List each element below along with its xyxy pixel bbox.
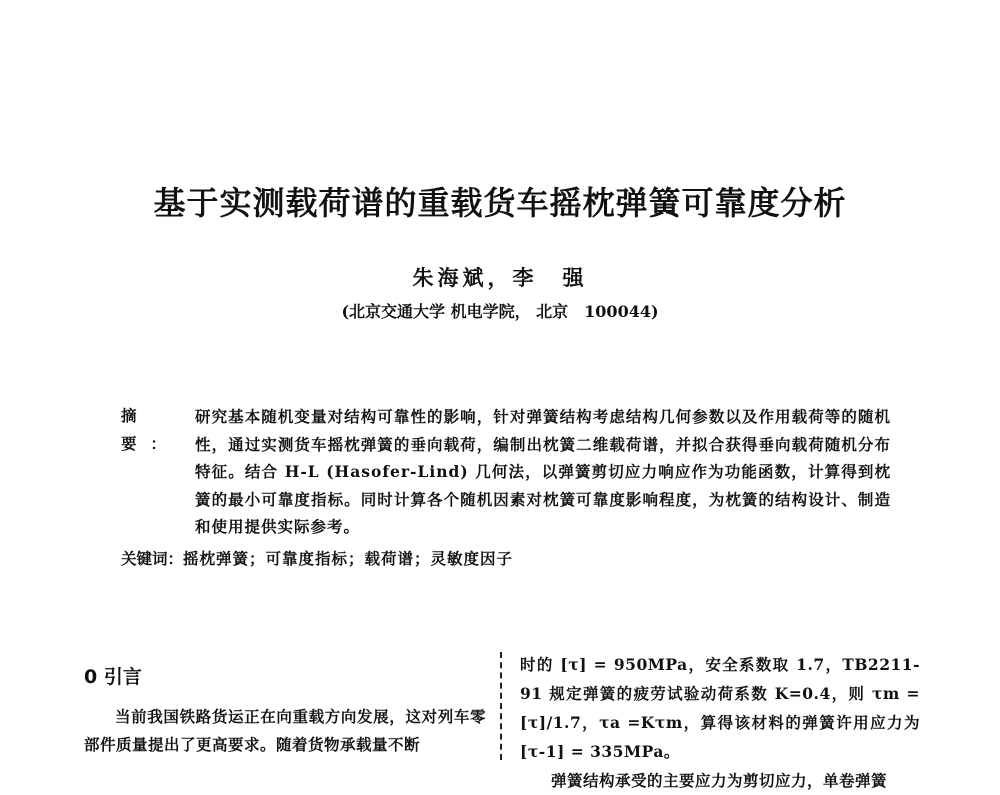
- section-title-introduction: 0 引言: [84, 666, 142, 688]
- column-divider: [500, 652, 502, 760]
- right-column-paragraph: 时的 [τ] = 950MPa，安全系数取 1.7，TB2211-91 规定弹簧的疲劳试验动荷系数 K=0.4，则 τm =[τ]/1.7，τa =Kτm，算得该材料的弹簧许用应力为 [τ-1] = 335MPa。: [520, 655, 920, 761]
- author-affiliation: (北京交通大学 机电学院， 北京 100044): [341, 302, 659, 321]
- keywords-label: 关键词：: [121, 550, 184, 568]
- paper-title: 基于实测载荷谱的重载货车摇枕弹簧可靠度分析: [153, 184, 847, 222]
- author-names: 朱海斌，李 强: [412, 265, 588, 290]
- abstract-label: 摘 要：: [121, 407, 181, 453]
- right-column-paragraph-2: 弹簧结构承受的主要应力为剪切应力，单卷弹簧: [551, 771, 888, 790]
- right-column: [520, 650, 920, 795]
- intro-paragraph: 当前我国铁路货运正在向重载方向发展，这对列车零部件质量提出了更高要求。随着货物承载量不断: [84, 707, 486, 754]
- keywords-block: [121, 545, 891, 573]
- abstract-block: [121, 403, 891, 541]
- abstract-text: 研究基本随机变量对结构可靠性的影响，针对弹簧结构考虑结构几何参数以及作用载荷等的随机性，通过实测货车摇枕弹簧的垂向载荷，编制出枕簧二维载荷谱，并拟合获得垂向载荷随机分布特征。结合 H-L (Hasofer-Lind) 几何法，以弹簧剪切应力响应作为功能函数，计算得到枕簧的最小可靠度指标。同时计算各个随机因素对枕簧可靠度影响程度，为枕簧的结构设计、制造和使用提供实际参考。: [195, 407, 891, 536]
- keywords-text: 摇枕弹簧；可靠度指标；载荷谱；灵敏度因子: [183, 549, 514, 568]
- left-column: [84, 650, 486, 759]
